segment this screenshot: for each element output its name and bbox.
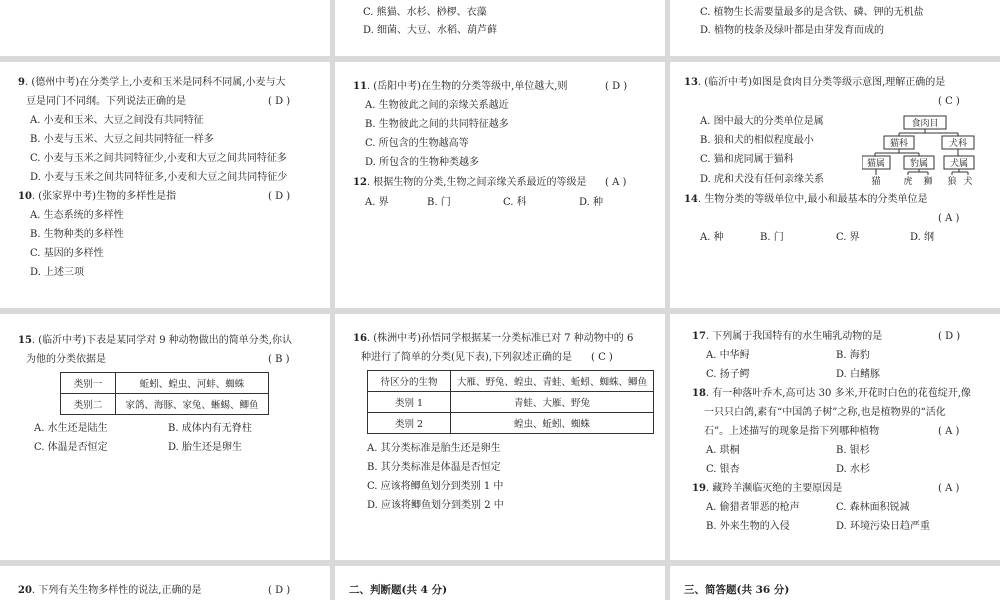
answer-20: ( D ) bbox=[268, 585, 291, 596]
option-b: B. 小麦与玉米、大豆之间共同特征一样多 bbox=[30, 134, 214, 145]
option-d: D. 植物的枝条及绿叶都是由芽发育而成的 bbox=[700, 25, 885, 36]
question-15-line2: 为他的分类依据是 bbox=[26, 354, 106, 365]
option-d: D. 应该将鲫鱼划分到类别 2 中 bbox=[367, 500, 504, 511]
classification-tree-diagram bbox=[862, 114, 992, 188]
option-a: A. 生态系统的多样性 bbox=[30, 210, 124, 221]
question-9-line2: 豆是同门不同纲。下列说法正确的是 bbox=[26, 96, 186, 107]
option-d: D. 环境污染日趋严重 bbox=[836, 521, 931, 532]
answer-18: ( A ) bbox=[938, 426, 960, 437]
panel-q17-q19 bbox=[670, 314, 1000, 560]
option-a: A. 生物彼此之间的亲缘关系越近 bbox=[365, 100, 509, 111]
panel-q15 bbox=[0, 314, 330, 560]
question-13: 13. (临沂中考)如图是食肉目分类等级示意图,理解正确的是 bbox=[684, 77, 946, 88]
option-d: D. 水杉 bbox=[836, 464, 871, 475]
panel-top-middle bbox=[335, 0, 665, 56]
panel-true-false bbox=[335, 566, 665, 600]
tree-order: 食肉目 bbox=[911, 119, 939, 129]
option-d: D. 白鳍豚 bbox=[836, 369, 881, 380]
option-c: C. 所包含的生物越高等 bbox=[365, 138, 469, 149]
option-c: C. 体温是否恒定 bbox=[34, 442, 108, 453]
option-b: B. 其分类标准是体温是否恒定 bbox=[367, 462, 501, 473]
option-a: A. 水生还是陆生 bbox=[34, 423, 108, 434]
answer-9: ( D ) bbox=[268, 96, 291, 107]
question-11: 11. (岳阳中考)在生物的分类等级中,单位越大,则 bbox=[353, 81, 568, 92]
option-c: C. 界 bbox=[836, 232, 860, 243]
table-cell: 青蛙、大雁、野兔 bbox=[451, 392, 654, 413]
option-a: A. 小麦和玉米、大豆之间没有共同特征 bbox=[30, 115, 204, 126]
option-c: C. 银杏 bbox=[706, 464, 740, 475]
answer-13: ( C ) bbox=[938, 96, 960, 107]
option-c: C. 森林面积锐减 bbox=[836, 502, 910, 513]
table-cell: 蚯蚓、蝗虫、河蚌、蜘蛛 bbox=[116, 373, 269, 394]
panel-q11-q12 bbox=[335, 62, 665, 308]
panel-top-left bbox=[0, 0, 330, 56]
panel-short-answer bbox=[670, 566, 1000, 600]
option-c: C. 扬子鳄 bbox=[706, 369, 750, 380]
answer-12: ( A ) bbox=[605, 177, 627, 188]
option-b: B. 外来生物的入侵 bbox=[706, 521, 790, 532]
option-a: A. 界 bbox=[365, 197, 389, 208]
answer-11: ( D ) bbox=[605, 81, 628, 92]
option-c: C. 猫和虎同属于猫科 bbox=[700, 154, 794, 165]
table-row bbox=[368, 413, 654, 434]
tree-species: 狮 bbox=[923, 177, 933, 187]
table-cell: 类别一 bbox=[61, 373, 116, 394]
answer-14: ( A ) bbox=[938, 213, 960, 224]
table-cell: 类别二 bbox=[61, 394, 116, 415]
option-d: D. 种 bbox=[579, 197, 604, 208]
option-c: C. 基因的多样性 bbox=[30, 248, 104, 259]
panel-top-right bbox=[670, 0, 1000, 56]
tree-genus-canis: 犬属 bbox=[949, 159, 969, 169]
answer-19: ( A ) bbox=[938, 483, 960, 494]
question-15: 15. (临沂中考)下表是某同学对 9 种动物做出的简单分类,你认 bbox=[18, 335, 292, 346]
panel-q16 bbox=[335, 314, 665, 560]
question-10: 10. (张家界中考)生物的多样性是指 bbox=[18, 191, 177, 202]
question-17: 17. 下列属于我国特有的水生哺乳动物的是 bbox=[692, 331, 883, 342]
option-b: B. 海豹 bbox=[836, 350, 870, 361]
question-18: 18. 有一种落叶乔木,高可达 30 多米,开花时白色的花苞绽开,像 bbox=[692, 388, 971, 399]
table-cell: 类别 2 bbox=[368, 413, 451, 434]
table-cell: 类别 1 bbox=[368, 392, 451, 413]
table-cell: 大雁、野兔、蝗虫、青蛙、蚯蚓、蜘蛛、鲫鱼 bbox=[451, 371, 654, 392]
option-d: D. 所包含的生物种类越多 bbox=[365, 157, 480, 168]
table-row bbox=[368, 392, 654, 413]
table-cell: 待区分的生物 bbox=[368, 371, 451, 392]
tree-genus-panthera: 豹属 bbox=[909, 159, 929, 169]
question-19: 19. 藏羚羊濒临灭绝的主要原因是 bbox=[692, 483, 843, 494]
panel-q9-q10 bbox=[0, 62, 330, 308]
answer-10: ( D ) bbox=[268, 191, 291, 202]
option-b: B. 成体内有无脊柱 bbox=[168, 423, 252, 434]
option-c: C. 应该将鲫鱼划分到类别 1 中 bbox=[367, 481, 504, 492]
question-14: 14. 生物分类的等级单位中,最小和最基本的分类单位是 bbox=[684, 194, 928, 205]
option-b: B. 门 bbox=[760, 232, 784, 243]
question-18-line3: 石”。上述描写的现象是指下列哪种植物 bbox=[704, 426, 880, 437]
question-20: 20. 下列有关生物多样性的说法,正确的是 bbox=[18, 585, 202, 596]
option-b: B. 生物种类的多样性 bbox=[30, 229, 124, 240]
option-b: B. 银杉 bbox=[836, 445, 870, 456]
option-c: C. 小麦与玉米之间共同特征少,小麦和大豆之间共同特征多 bbox=[30, 153, 287, 164]
option-c: C. 熊猫、水杉、桫椤、衣藻 bbox=[363, 7, 487, 18]
section-heading: 二、判断题(共 4 分) bbox=[349, 584, 448, 596]
tree-species: 猫 bbox=[871, 177, 881, 187]
table-row bbox=[368, 371, 654, 392]
classification-table bbox=[60, 372, 269, 415]
question-9: 9. (德州中考)在分类学上,小麦和玉米是同科不同属,小麦与大 bbox=[18, 77, 286, 88]
option-a: A. 其分类标准是胎生还是卵生 bbox=[367, 443, 501, 454]
tree-species: 虎 bbox=[903, 177, 913, 187]
section-heading: 三、简答题(共 36 分) bbox=[684, 584, 790, 596]
option-a: A. 珙桐 bbox=[706, 445, 740, 456]
option-d: D. 胎生还是卵生 bbox=[168, 442, 243, 453]
answer-15: ( B ) bbox=[268, 354, 290, 365]
option-c: C. 植物生长需要量最多的是含铁、磷、钾的无机盐 bbox=[700, 7, 924, 18]
question-16-line2: 种进行了简单的分类(见下表),下列叙述正确的是 bbox=[361, 352, 572, 363]
option-a: A. 偷猎者罪恶的枪声 bbox=[706, 502, 800, 513]
option-d: D. 纲 bbox=[910, 232, 935, 243]
tree-species: 狼 bbox=[947, 177, 957, 187]
option-b: B. 狼和犬的相似程度最小 bbox=[700, 135, 814, 146]
option-d: D. 虎和犬没有任何亲缘关系 bbox=[700, 174, 825, 185]
option-a: A. 中华鲟 bbox=[706, 350, 750, 361]
table-row bbox=[61, 373, 269, 394]
option-d: D. 上述三项 bbox=[30, 267, 85, 278]
panel-q13-q14 bbox=[670, 62, 1000, 308]
tree-family-cat: 猫科 bbox=[889, 139, 909, 149]
option-d: D. 细菌、大豆、水稻、葫芦藓 bbox=[363, 25, 498, 36]
panel-q20 bbox=[0, 566, 330, 600]
tree-family-dog: 犬科 bbox=[948, 139, 968, 149]
answer-16: ( C ) bbox=[591, 352, 613, 363]
table-row bbox=[61, 394, 269, 415]
table-cell: 家鸽、海豚、家兔、蜥蜴、鲫鱼 bbox=[116, 394, 269, 415]
question-12: 12. 根据生物的分类,生物之间亲缘关系最近的等级是 bbox=[353, 177, 587, 188]
option-c: C. 科 bbox=[503, 197, 527, 208]
tree-genus-felis: 猫属 bbox=[866, 159, 886, 169]
question-18-line2: 一只只白鸽,素有“中国鸽子树”之称,也是植物界的“活化 bbox=[704, 407, 946, 418]
classification-table bbox=[367, 370, 654, 434]
option-a: A. 种 bbox=[700, 232, 724, 243]
option-b: B. 门 bbox=[427, 197, 451, 208]
table-cell: 蝗虫、蚯蚓、蜘蛛 bbox=[451, 413, 654, 434]
option-d: D. 小麦与玉米之间共同特征多,小麦和大豆之间共同特征少 bbox=[30, 172, 288, 183]
tree-species: 犬 bbox=[963, 177, 973, 187]
answer-17: ( D ) bbox=[938, 331, 961, 342]
option-a: A. 图中最大的分类单位是属 bbox=[700, 116, 824, 127]
option-b: B. 生物彼此之间的共同特征越多 bbox=[365, 119, 509, 130]
question-16: 16. (株洲中考)孙悟同学根据某一分类标准已对 7 种动物中的 6 bbox=[353, 333, 634, 344]
